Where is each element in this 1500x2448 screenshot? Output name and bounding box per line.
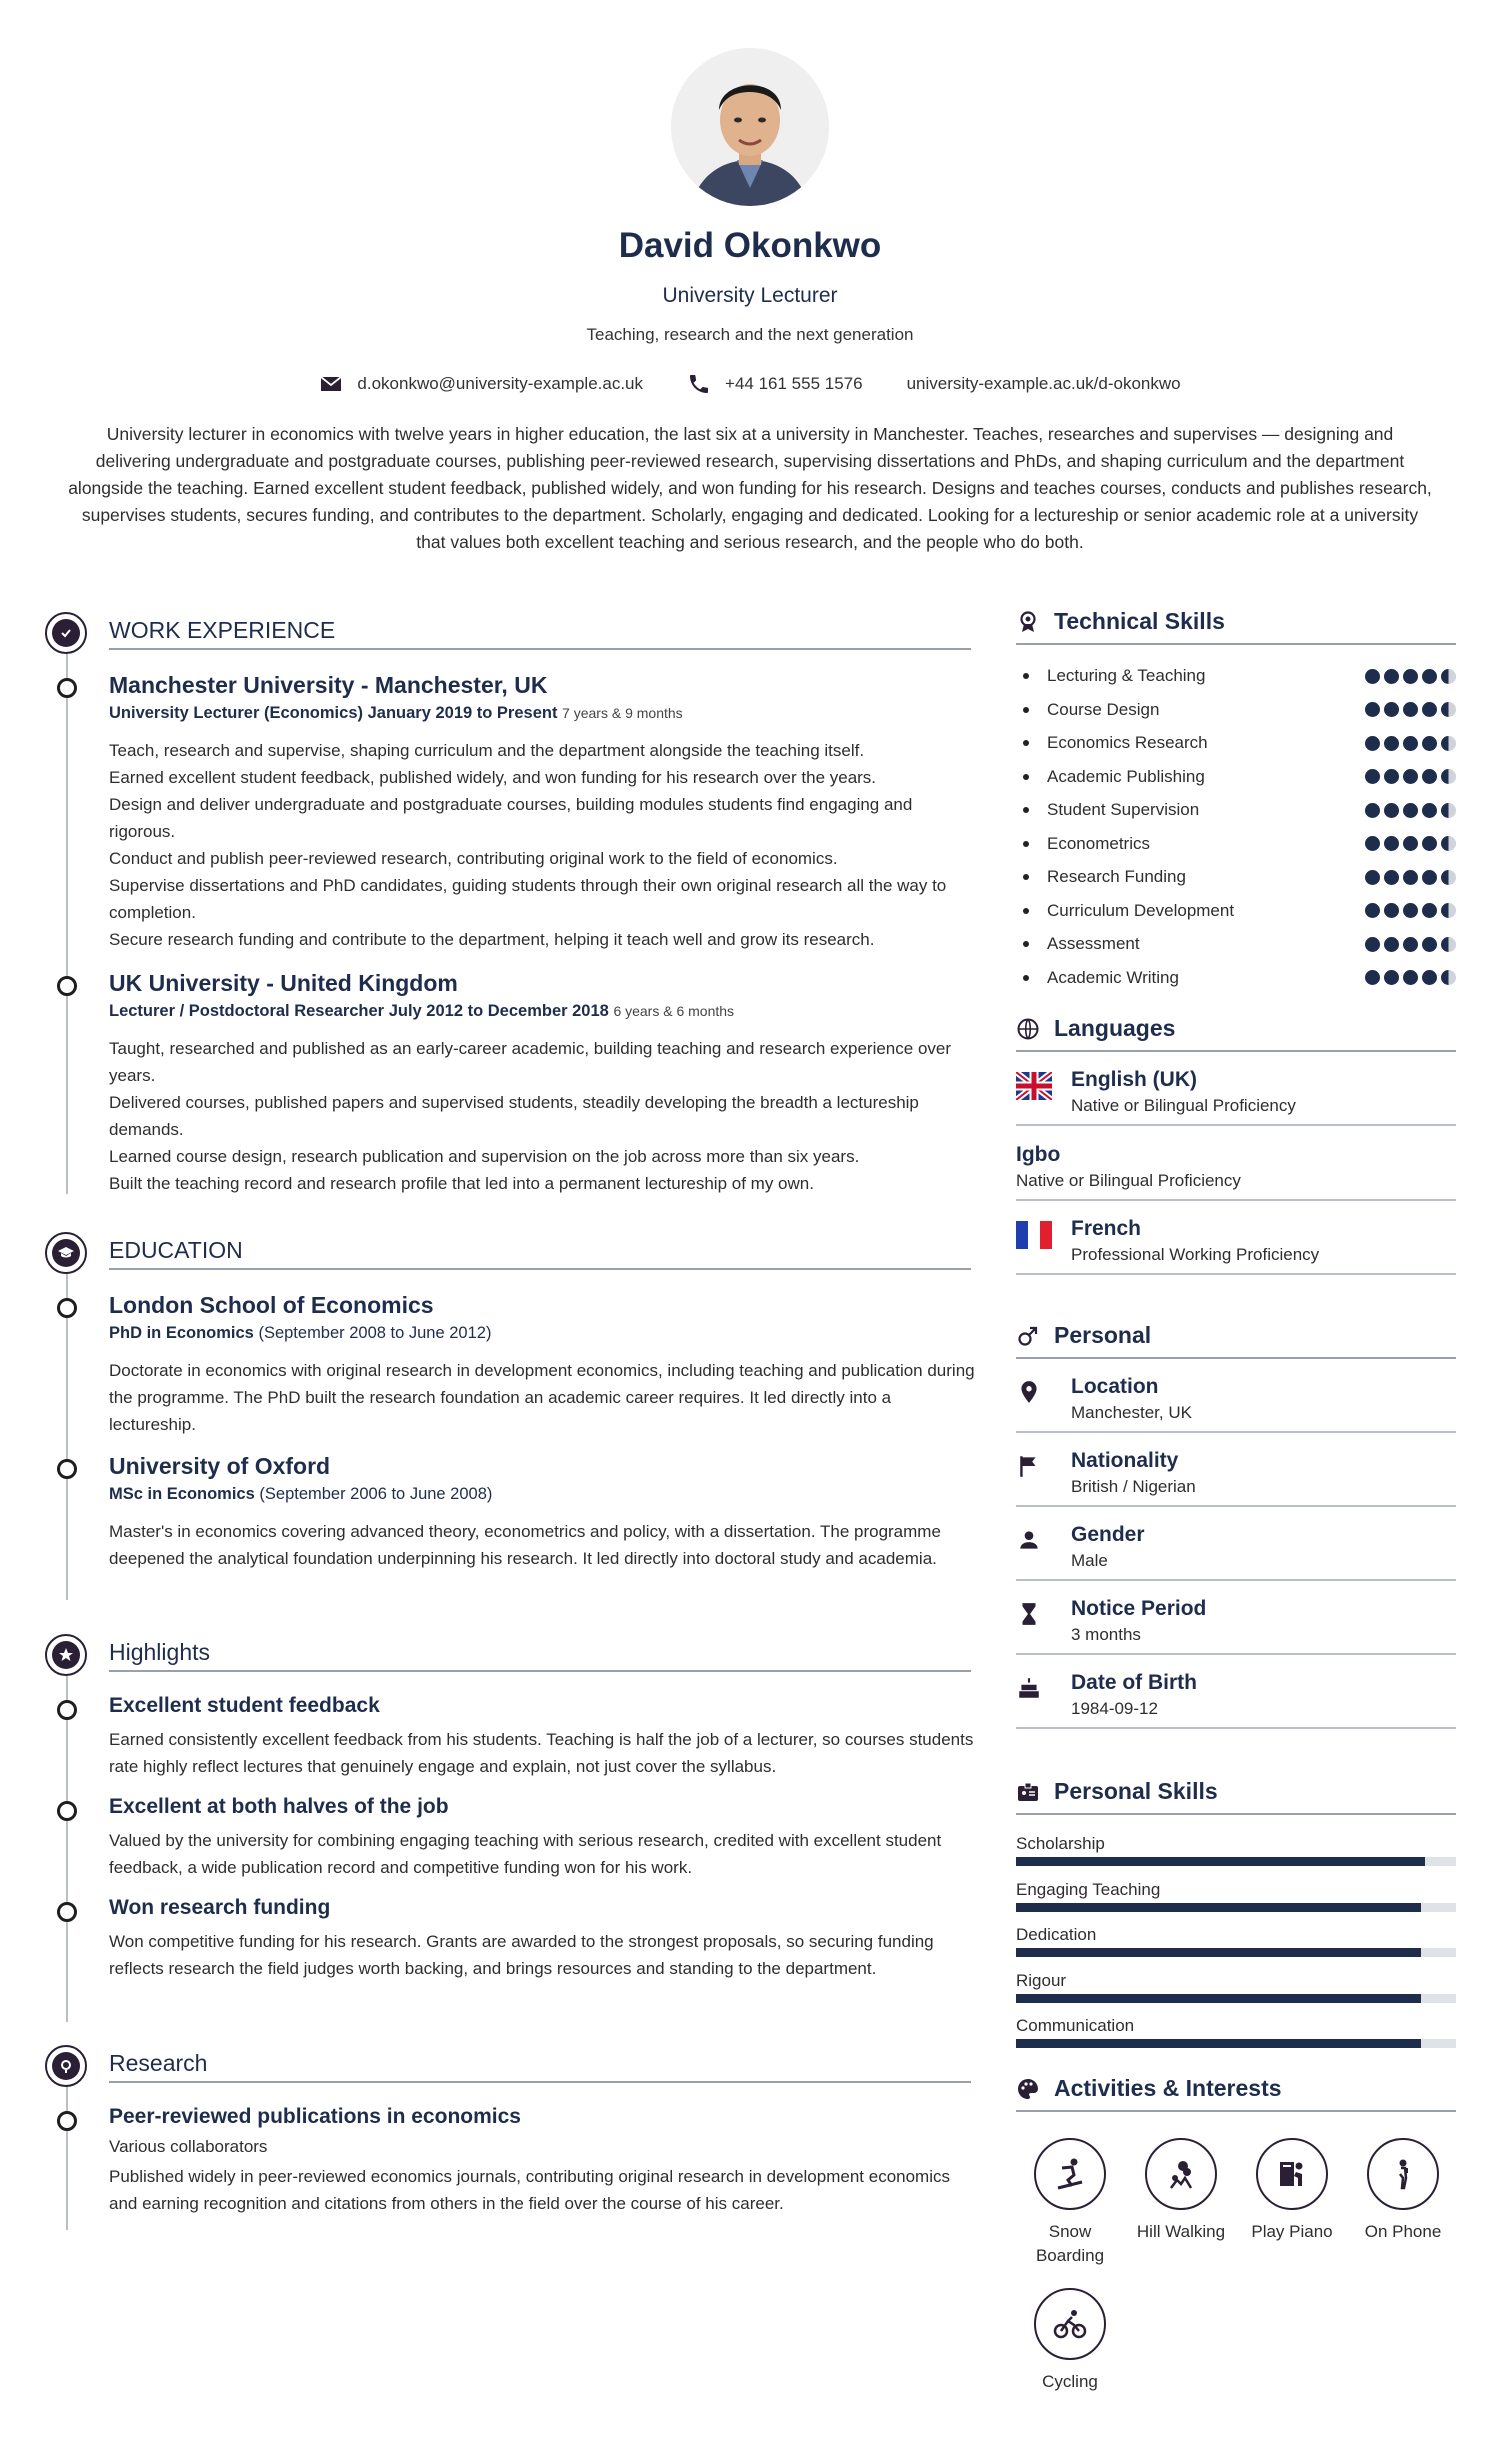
degree: MSc in Economics [109, 1485, 255, 1503]
rating-dot [1384, 937, 1399, 952]
job-entry [109, 672, 975, 953]
award-icon [1016, 610, 1040, 634]
tagline: Teaching, research and the next generation [586, 325, 914, 344]
technical-skill-item [1016, 968, 1456, 988]
skill-rating-dots [1365, 736, 1456, 751]
rating-dot [1403, 736, 1418, 751]
timeline-line [66, 1676, 68, 2022]
skill-rating-dots [1365, 702, 1456, 717]
timeline-dot [57, 1902, 77, 1922]
technical-skill-item [1016, 934, 1456, 954]
highlight-entry [109, 1896, 975, 1982]
personal-date-of-birth [1016, 1671, 1456, 1729]
rating-dot [1384, 803, 1399, 818]
research-text: Published widely in peer-reviewed economics journals, contributing original research in development economics and earning recognition and citations from others in the field over the course of his career. [109, 2167, 950, 2213]
skill-rating-dots [1365, 903, 1456, 918]
rating-dot [1422, 970, 1437, 985]
skill-bar-track [1016, 2039, 1456, 2048]
activity-hill-walking [1126, 2138, 1236, 2244]
skill-bar-track [1016, 1903, 1456, 1912]
phone-contact[interactable] [687, 372, 863, 396]
skill-bar-track [1016, 1994, 1456, 2003]
rating-dot [1441, 836, 1456, 851]
personal-location [1016, 1375, 1456, 1433]
degree-dates: (September 2008 to June 2012) [258, 1324, 492, 1342]
personal-skill-label: Engaging Teaching [1016, 1879, 1161, 1899]
section-title-work: WORK EXPERIENCE [109, 617, 971, 650]
technical-skill-label: Academic Publishing [1016, 767, 1205, 787]
job-meta [109, 1002, 975, 1021]
france-flag-icon [1016, 1221, 1052, 1249]
technical-skill-label: Research Funding [1016, 867, 1186, 887]
job-duration: 7 years & 9 months [562, 705, 683, 721]
research-section-icon [45, 2045, 87, 2087]
rating-dot [1403, 803, 1418, 818]
rating-dot [1422, 736, 1437, 751]
language-name: Igbo [1016, 1143, 1061, 1166]
cycling-icon [1050, 2304, 1090, 2344]
activity-snow-boarding [1015, 2138, 1125, 2268]
activity-label: Play Piano [1251, 2222, 1333, 2241]
job-line: Built the teaching record and research profile that led into a permanent lectureship of my own. [109, 1174, 814, 1193]
section-title-technical-skills [1016, 608, 1456, 645]
job-line: Conduct and publish peer-reviewed research, contributing original work to the field of economics. [109, 849, 838, 868]
personal-skill-item [1016, 1834, 1456, 1866]
location-pin-icon [1016, 1379, 1042, 1405]
skill-rating-dots [1365, 937, 1456, 952]
education-description: Master's in economics covering advanced theory, econometrics and policy, with a dissertation. The programme deepened the analytical foundation underpinning his research. It led directly into doctoral study and academia. [109, 1522, 941, 1568]
rating-dot [1403, 769, 1418, 784]
globe-icon [1016, 1017, 1040, 1041]
rating-dot [1422, 769, 1437, 784]
technical-skill-item [1016, 700, 1456, 720]
research-title: Peer-reviewed publications in economics [109, 2105, 521, 2128]
cake-icon [1016, 1675, 1042, 1701]
rating-dot [1365, 769, 1380, 784]
rating-dot [1441, 937, 1456, 952]
job-dates: July 2012 to December 2018 [388, 1002, 609, 1020]
personal-value: Manchester, UK [1071, 1403, 1192, 1422]
section-title-research: Research [109, 2050, 971, 2083]
rating-dot [1384, 702, 1399, 717]
language-level: Native or Bilingual Proficiency [1016, 1171, 1241, 1190]
job-org: UK University - United Kingdom [109, 970, 458, 996]
language-level: Native or Bilingual Proficiency [1071, 1096, 1296, 1115]
job-role: University Lecturer (Economics) [109, 704, 363, 722]
skill-rating-dots [1365, 803, 1456, 818]
language-name: French [1071, 1217, 1142, 1240]
rating-dot [1384, 769, 1399, 784]
skill-rating-dots [1365, 970, 1456, 985]
timeline-dot [57, 1298, 77, 1318]
activity-on-phone [1348, 2138, 1458, 2244]
email-contact[interactable] [319, 372, 643, 396]
activity-label: On Phone [1364, 2222, 1442, 2241]
job-line: Delivered courses, published papers and supervised students, steadily developing the breadth a lectureship demands. [109, 1093, 919, 1139]
technical-skill-label: Econometrics [1016, 834, 1150, 854]
timeline-line [66, 1274, 68, 1600]
skill-bar-fill [1016, 1903, 1421, 1912]
highlight-text: Earned consistently excellent feedback from his students. Teaching is half the job of a lecturer, so courses students rate highly reflect lectures that genuinely engage and explain, not just cover the syllabus. [109, 1730, 974, 1776]
contact-row [0, 372, 1500, 396]
rating-dot [1403, 970, 1418, 985]
rating-dot [1441, 870, 1456, 885]
job-line: Design and deliver undergraduate and postgraduate courses, building modules students find engaging and rigorous. [109, 795, 913, 841]
phone-text: +44 161 555 1576 [725, 374, 863, 393]
skill-rating-dots [1365, 769, 1456, 784]
timeline-dot [57, 1459, 77, 1479]
highlight-entry [109, 1795, 975, 1881]
highlight-entry [109, 1694, 975, 1780]
rating-dot [1441, 669, 1456, 684]
personal-value: 1984-09-12 [1071, 1699, 1158, 1718]
research-collaborators: Various collaborators [109, 2137, 268, 2156]
degree-meta [109, 1324, 975, 1343]
skill-bar-fill [1016, 2039, 1421, 2048]
highlight-title: Won research funding [109, 1896, 331, 1919]
research-icon [58, 2058, 74, 2074]
technical-skill-label: Lecturing & Teaching [1016, 666, 1205, 686]
degree-meta [109, 1485, 975, 1504]
rating-dot [1441, 702, 1456, 717]
timeline-dot [57, 678, 77, 698]
skill-bar-fill [1016, 1948, 1421, 1957]
rating-dot [1365, 903, 1380, 918]
rating-dot [1422, 702, 1437, 717]
activity-cycling [1015, 2288, 1125, 2394]
job-description [109, 737, 975, 953]
language-entry [1016, 1068, 1456, 1126]
language-entry [1016, 1217, 1456, 1275]
technical-skill-item [1016, 767, 1456, 787]
graduation-cap-icon [57, 1246, 75, 1260]
hourglass-icon [1016, 1601, 1042, 1627]
skill-rating-dots [1365, 669, 1456, 684]
skill-bar-fill [1016, 1994, 1421, 2003]
star-icon [58, 1647, 74, 1663]
skill-bar-track [1016, 1857, 1456, 1866]
rating-dot [1441, 736, 1456, 751]
technical-skill-label: Course Design [1016, 700, 1159, 720]
personal-skill-label: Dedication [1016, 1925, 1097, 1944]
technical-skill-item [1016, 901, 1456, 921]
activity-play-piano [1237, 2138, 1347, 2244]
job-line: Taught, researched and published as an early-career academic, building teaching and research experience over years. [109, 1039, 952, 1085]
timeline-line [66, 2086, 68, 2230]
technical-skill-item [1016, 834, 1456, 854]
job-line: Earned excellent student feedback, published widely, and won funding for his research over the years. [109, 768, 877, 787]
rating-dot [1365, 702, 1380, 717]
personal-skill-item [1016, 2016, 1456, 2048]
rating-dot [1403, 870, 1418, 885]
job-dates: January 2019 to Present [367, 704, 558, 722]
hill-walking-icon [1161, 2154, 1201, 2194]
school-name: London School of Economics [109, 1292, 434, 1318]
skill-bar-fill [1016, 1857, 1425, 1866]
rating-dot [1365, 836, 1380, 851]
badge-check-icon [58, 625, 74, 641]
rating-dot [1403, 669, 1418, 684]
personal-skill-label: Scholarship [1016, 1834, 1105, 1853]
technical-skill-item [1016, 733, 1456, 753]
rating-dot [1422, 803, 1437, 818]
profile-photo [671, 48, 829, 206]
timeline-dot [57, 2111, 77, 2131]
email-text: d.okonkwo@university-example.ac.uk [357, 374, 644, 393]
language-name: English (UK) [1071, 1068, 1197, 1091]
activity-label: Hill Walking [1136, 2222, 1226, 2241]
degree-dates: (September 2006 to June 2008) [259, 1485, 493, 1503]
rating-dot [1403, 836, 1418, 851]
job-duration: 6 years & 6 months [613, 1003, 735, 1019]
languages-heading: Languages [1054, 1015, 1176, 1041]
school-name: University of Oxford [109, 1453, 331, 1479]
website-contact[interactable] [907, 372, 1181, 396]
envelope-icon [319, 372, 343, 396]
personal-key: Gender [1071, 1523, 1145, 1546]
rating-dot [1365, 736, 1380, 751]
section-title-personal [1016, 1322, 1456, 1359]
activity-label: Cycling [1042, 2372, 1098, 2391]
technical-skill-item [1016, 666, 1456, 686]
section-title-personal-skills [1016, 1778, 1456, 1815]
education-entry [109, 1292, 975, 1438]
phone-icon [687, 372, 711, 396]
personal-skill-item [1016, 1971, 1456, 2003]
job-description [109, 1035, 975, 1197]
rating-dot [1384, 836, 1399, 851]
highlight-title: Excellent student feedback [109, 1694, 380, 1717]
personal-gender [1016, 1523, 1456, 1581]
section-title-languages [1016, 1015, 1456, 1052]
technical-skill-item [1016, 800, 1456, 820]
rating-dot [1441, 803, 1456, 818]
rating-dot [1365, 803, 1380, 818]
rating-dot [1403, 702, 1418, 717]
section-title-highlights: Highlights [109, 1639, 971, 1672]
rating-dot [1384, 669, 1399, 684]
education-description: Doctorate in economics with original research in development economics, including teaching and publication during the programme. The PhD built the research foundation an academic career requires. It led directly into a lectureship. [109, 1361, 975, 1434]
candidate-name: David Okonkwo [618, 226, 882, 265]
rating-dot [1365, 870, 1380, 885]
skill-rating-dots [1365, 836, 1456, 851]
technical-skill-item [1016, 867, 1456, 887]
personal-value: 3 months [1071, 1625, 1141, 1644]
rating-dot [1441, 769, 1456, 784]
rating-dot [1384, 736, 1399, 751]
section-title-education: EDUCATION [109, 1237, 971, 1270]
language-entry [1016, 1143, 1456, 1201]
rating-dot [1422, 870, 1437, 885]
personal-notice-period [1016, 1597, 1456, 1655]
personal-key: Nationality [1071, 1449, 1179, 1472]
technical-skill-label: Student Supervision [1016, 800, 1199, 820]
highlight-text: Valued by the university for combining engaging teaching with serious research, credited with excellent student feedback, a wide publication record and competitive funding won for his work. [109, 1831, 942, 1877]
job-entry [109, 970, 975, 1197]
personal-value: Male [1071, 1551, 1108, 1570]
technical-skill-label: Academic Writing [1016, 968, 1179, 988]
uk-flag-icon [1016, 1072, 1052, 1100]
job-role: Lecturer / Postdoctoral Researcher [109, 1002, 385, 1020]
profile-summary: University lecturer in economics with twelve years in higher education, the last six at a university in Manchester. Teaches, researches and supervises — designing and delivering undergraduate and postgraduate courses, publishing peer-reviewed research, supervising dissertations and PhDs, and shaping curriculum and the department alongside the teaching. Earned excellent student feedback, published widely, and won funding for his research. Designs and teaches courses, conducts and publishes research, supervises students, secures funding, and contributes to the department. Scholarly, engaging and dedicated. Looking for a lectureship or senior academic role at a university that values both excellent teaching and serious research, and the people who do both. [68, 424, 1432, 552]
job-line: Learned course design, research publication and supervision on the job across more than six years. [109, 1147, 860, 1166]
education-section-icon [45, 1232, 87, 1274]
personal-key: Notice Period [1071, 1597, 1207, 1620]
education-entry [109, 1453, 975, 1572]
personal-value: British / Nigerian [1071, 1477, 1196, 1496]
rating-dot [1365, 669, 1380, 684]
rating-dot [1384, 870, 1399, 885]
technical-skill-label: Curriculum Development [1016, 901, 1234, 921]
highlight-text: Won competitive funding for his research. Grants are awarded to the strongest proposals, so securing funding reflects research the field judges worth backing, and brings resources and standing to the department. [109, 1932, 934, 1978]
personal-skill-item [1016, 1880, 1456, 1912]
job-line: Teach, research and supervise, shaping curriculum and the department alongside the teaching itself. [109, 741, 865, 760]
highlight-title: Excellent at both halves of the job [109, 1795, 449, 1818]
research-entry [109, 2105, 975, 2217]
rating-dot [1403, 937, 1418, 952]
rating-dot [1422, 669, 1437, 684]
work-section-icon [45, 612, 87, 654]
rating-dot [1422, 937, 1437, 952]
technical-skill-label: Economics Research [1016, 733, 1208, 753]
degree: PhD in Economics [109, 1324, 254, 1342]
timeline-dot [57, 1700, 77, 1720]
personal-skill-label: Rigour [1016, 1970, 1067, 1990]
section-title-activities [1016, 2075, 1456, 2112]
rating-dot [1403, 903, 1418, 918]
palette-icon [1016, 2077, 1040, 2101]
person-icon [1016, 1527, 1042, 1553]
rating-dot [1384, 970, 1399, 985]
timeline-dot [57, 976, 77, 996]
male-symbol-icon [1016, 1324, 1040, 1348]
rating-dot [1365, 937, 1380, 952]
personal-heading: Personal [1054, 1322, 1152, 1348]
rating-dot [1441, 970, 1456, 985]
personal-key: Location [1071, 1375, 1159, 1398]
skill-bar-track [1016, 1948, 1456, 1957]
job-org: Manchester University - Manchester, UK [109, 672, 548, 698]
technical-skill-label: Assessment [1016, 934, 1140, 954]
snowboarding-icon [1050, 2154, 1090, 2194]
language-level: Professional Working Proficiency [1071, 1245, 1320, 1264]
rating-dot [1441, 903, 1456, 918]
highlights-section-icon [45, 1634, 87, 1676]
piano-icon [1272, 2154, 1312, 2194]
phone-person-icon [1383, 2154, 1423, 2194]
personal-skill-label: Communication [1016, 2016, 1135, 2035]
rating-dot [1365, 970, 1380, 985]
personal-skill-item [1016, 1925, 1456, 1957]
timeline-line [66, 652, 68, 1194]
activity-label: Snow Boarding [1035, 2222, 1105, 2265]
rating-dot [1422, 903, 1437, 918]
job-line: Supervise dissertations and PhD candidates, guiding students through their own original research all the way to completion. [109, 876, 947, 922]
job-title: University Lecturer [662, 284, 838, 307]
flag-icon [1016, 1453, 1042, 1479]
rating-dot [1422, 836, 1437, 851]
job-meta [109, 704, 975, 723]
job-line: Secure research funding and contribute to the department, helping it teach well and grow its research. [109, 930, 875, 949]
technical-skills-heading: Technical Skills [1054, 608, 1225, 634]
personal-nationality [1016, 1449, 1456, 1507]
timeline-dot [57, 1801, 77, 1821]
activities-heading: Activities & Interests [1054, 2075, 1282, 2101]
id-card-icon [1016, 1780, 1040, 1804]
personal-skills-heading: Personal Skills [1054, 1778, 1218, 1804]
skill-rating-dots [1365, 870, 1456, 885]
rating-dot [1384, 903, 1399, 918]
personal-key: Date of Birth [1071, 1671, 1197, 1694]
website-text: university-example.ac.uk/d-okonkwo [906, 374, 1181, 393]
